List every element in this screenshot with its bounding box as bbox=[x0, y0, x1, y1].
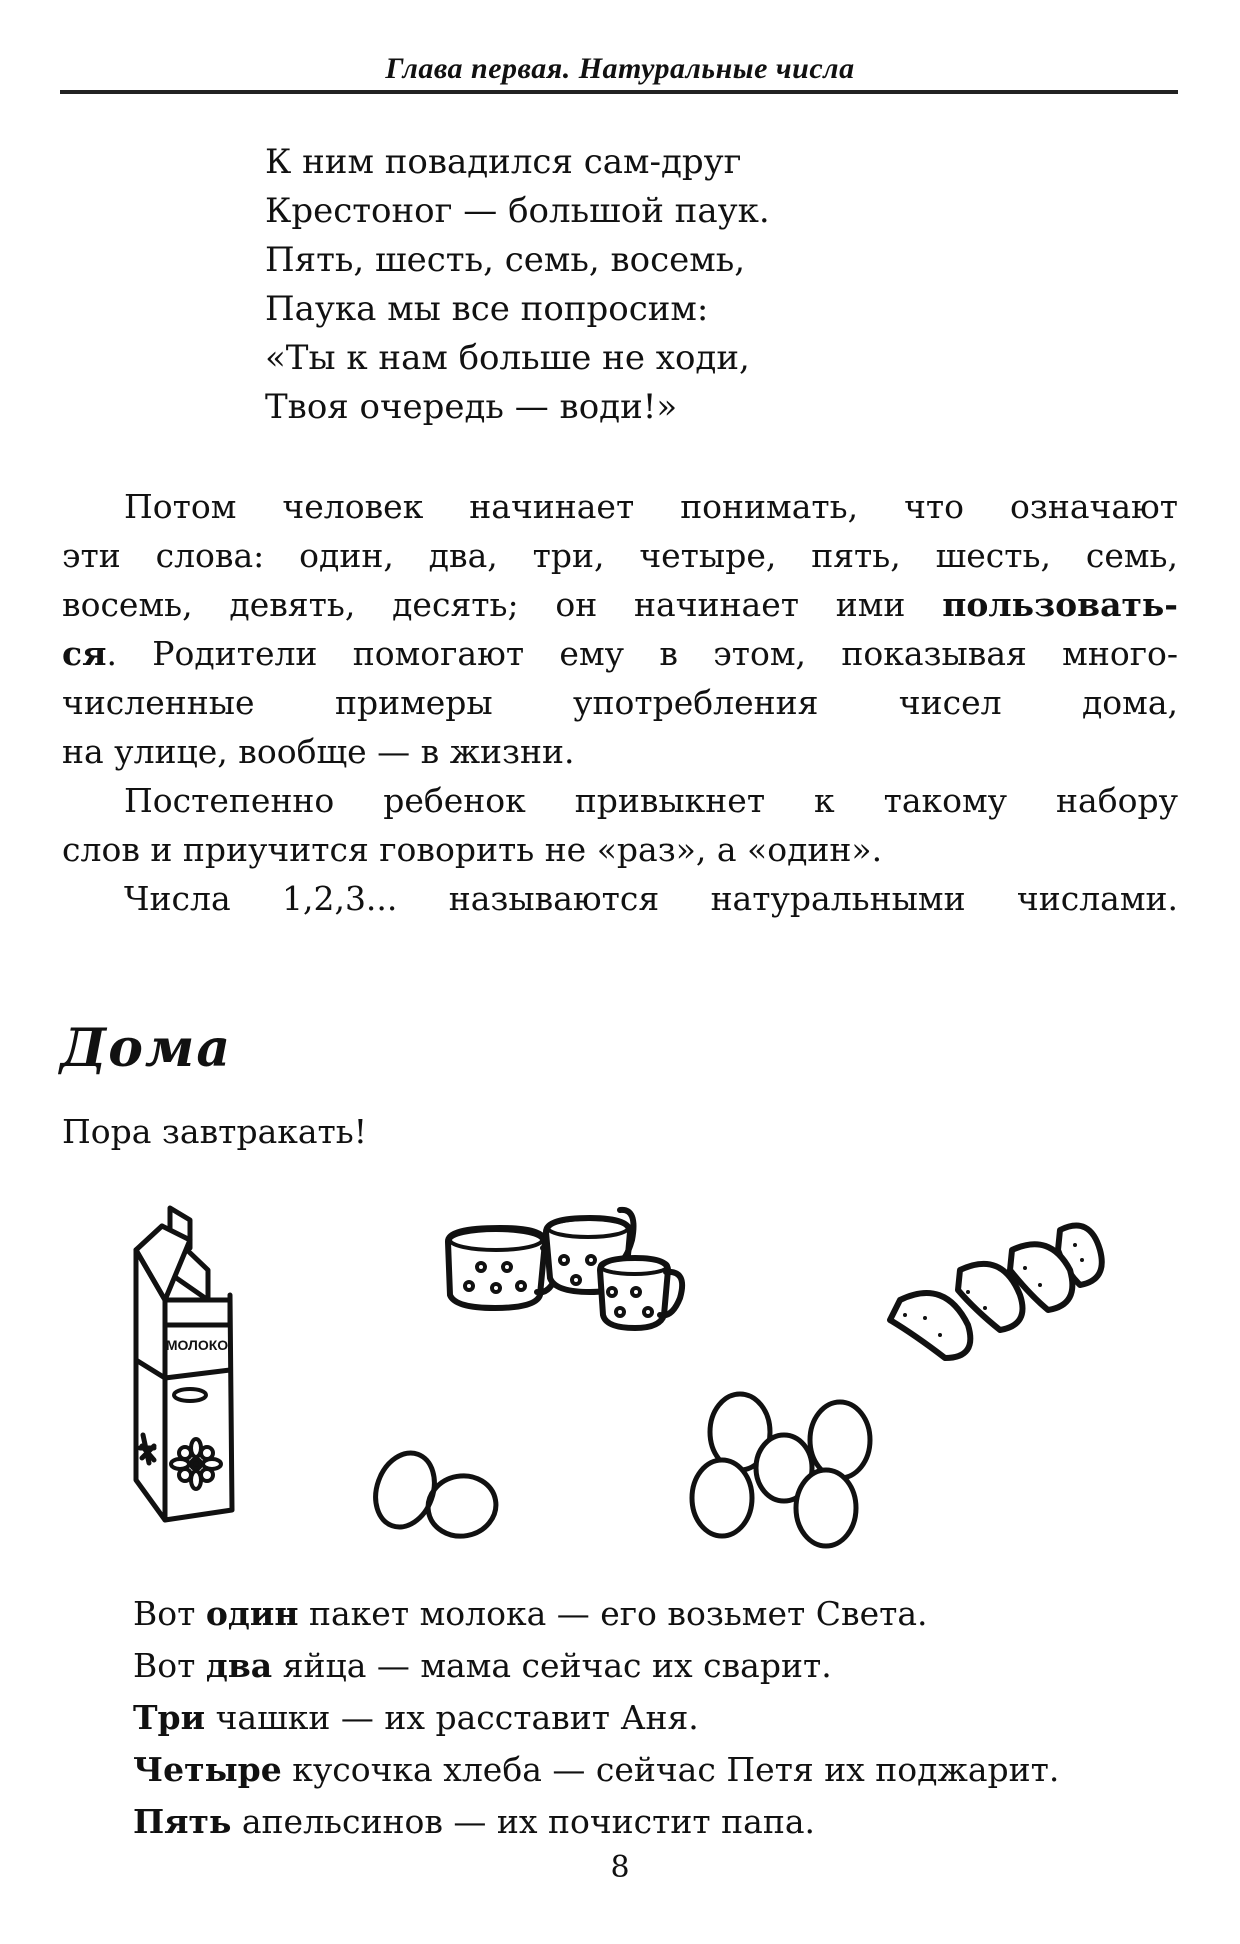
poem-line: Паука мы все попросим: bbox=[265, 289, 709, 329]
paragraph-line: слов и приучится говорить не «раз», а «один». bbox=[62, 830, 883, 869]
running-header: Глава первая. Натуральные числа bbox=[385, 52, 855, 85]
bold-number: Три bbox=[133, 1698, 206, 1737]
poem-line: Пять, шесть, семь, восемь, bbox=[265, 240, 746, 280]
list-item bbox=[133, 1640, 1059, 1692]
section-intro: Пора завтракать! bbox=[62, 1112, 368, 1151]
milk-carton-icon bbox=[136, 1208, 232, 1520]
bold-number: один bbox=[205, 1594, 299, 1633]
text-run: восемь, девять, десять; он начинает ими bbox=[62, 585, 943, 624]
paragraph-line: на улице, вообще — в жизни. bbox=[62, 732, 575, 771]
header-rule bbox=[60, 90, 1178, 94]
list-item bbox=[133, 1796, 1059, 1848]
paragraph-line: Постепенно ребенок привыкнет к такому набору bbox=[124, 781, 1178, 820]
poem-line: К ним повадился сам-друг bbox=[265, 142, 742, 182]
bold-term: ся bbox=[62, 634, 107, 673]
poem-line: «Ты к нам больше не ходи, bbox=[265, 338, 750, 378]
cups-icon bbox=[448, 1210, 682, 1328]
bold-number: Пять bbox=[133, 1802, 232, 1841]
oranges-icon bbox=[692, 1394, 870, 1546]
text-run: пакет молока — его возьмет Света. bbox=[298, 1594, 928, 1633]
bold-number: два bbox=[205, 1646, 273, 1685]
bread-slices-icon bbox=[890, 1226, 1102, 1359]
list-item bbox=[133, 1744, 1059, 1796]
eggs-icon bbox=[366, 1445, 501, 1542]
list-item bbox=[133, 1588, 1059, 1640]
paragraph-line: Потом человек начинает понимать, что означают bbox=[124, 487, 1178, 526]
text-run: . Родители помогают ему в этом, показывая много- bbox=[106, 634, 1178, 673]
paragraph-line bbox=[62, 629, 1178, 678]
poem-line: Крестоног — большой паук. bbox=[265, 191, 770, 231]
poem bbox=[265, 138, 770, 432]
svg-text:МОЛОКО: МОЛОКО bbox=[165, 1337, 229, 1353]
bold-term: пользовать- bbox=[942, 585, 1178, 624]
paragraph-line bbox=[62, 580, 1178, 629]
poem-line: Твоя очередь — води!» bbox=[265, 387, 678, 427]
section-heading: Дома bbox=[60, 1018, 233, 1079]
text-run: Вот bbox=[133, 1594, 206, 1633]
breakfast-list bbox=[133, 1588, 1059, 1848]
bold-number: Четыре bbox=[133, 1750, 282, 1789]
paragraph-line: численные примеры употребления чисел дома, bbox=[62, 683, 1178, 722]
paragraph-line: Числа 1,2,3... называются натуральными числами. bbox=[124, 879, 1178, 918]
text-run: Вот bbox=[133, 1646, 206, 1685]
paragraph-line: эти слова: один, два, три, четыре, пять, шесть, семь, bbox=[62, 536, 1178, 575]
page-number: 8 bbox=[610, 1850, 630, 1885]
text-run: апельсинов — их почистит папа. bbox=[231, 1802, 815, 1841]
text-run: чашки — их расставит Аня. bbox=[205, 1698, 699, 1737]
breakfast-illustration bbox=[0, 1200, 1240, 1560]
list-item bbox=[133, 1692, 1059, 1744]
body-paragraphs bbox=[62, 482, 1178, 923]
text-run: кусочка хлеба — сейчас Петя их поджарит. bbox=[281, 1750, 1060, 1789]
text-run: яйца — мама сейчас их сварит. bbox=[272, 1646, 832, 1685]
